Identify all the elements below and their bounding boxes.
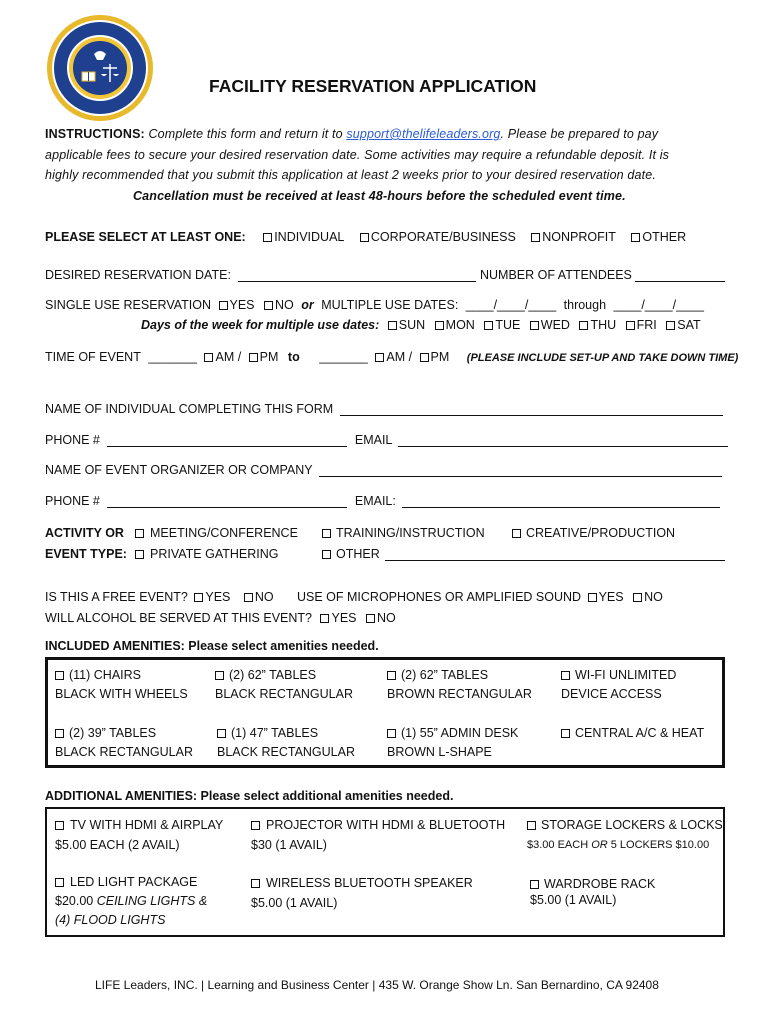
reservation-date-label: DESIRED RESERVATION DATE: (45, 268, 231, 282)
activity-training (322, 526, 485, 540)
admin-desk-line2: BROWN L-SHAPE (387, 745, 492, 759)
checkbox-individual[interactable] (263, 233, 272, 242)
additional-item-projector (251, 815, 505, 855)
led-line2: CEILING LIGHTS & (96, 894, 208, 908)
phone2-label: PHONE # (45, 494, 100, 508)
wardrobe-line2: $5.00 (1 AVAIL) (530, 893, 617, 907)
lockers-price-or: OR (591, 839, 608, 851)
led-line3: (4) FLOOD LIGHTS (55, 913, 166, 927)
multiple-end-date-field[interactable]: ____/____/____ (613, 298, 704, 312)
instructions-text: Complete this form and return it to (148, 127, 343, 141)
led-price: $20.00 (55, 894, 97, 908)
checkbox-led[interactable] (55, 878, 64, 887)
checkbox-free-no[interactable] (244, 593, 253, 602)
included-heading: INCLUDED AMENITIES: Please select amenities needed. (45, 639, 379, 653)
included-item-62-black (215, 666, 353, 704)
organizer-row (45, 463, 722, 477)
checkbox-sun[interactable] (388, 321, 397, 330)
start-time-field[interactable]: _______ (148, 350, 197, 364)
additional-item-speaker (251, 873, 473, 913)
end-time-field[interactable]: _______ (319, 350, 368, 364)
option-individual: INDIVIDUAL (274, 230, 345, 244)
microphones-label: USE OF MICROPHONES OR AMPLIFIED SOUND (297, 590, 582, 604)
setup-note: (PLEASE INCLUDE SET-UP AND TAKE DOWN TIME) (466, 352, 739, 364)
reservation-date-row (45, 268, 476, 282)
additional-item-tv (55, 815, 223, 855)
seal-logo-icon (46, 14, 154, 122)
checkbox-projector[interactable] (251, 821, 260, 830)
lockers-price-a: $3.00 EACH (527, 839, 592, 851)
62-black-line1: (2) 62” TABLES (229, 668, 317, 682)
end-am-label: AM / (386, 350, 413, 364)
alcohol-label: WILL ALCOHOL BE SERVED AT THIS EVENT? (45, 611, 312, 625)
days-label-colon: : (375, 318, 380, 332)
checkbox-mic-yes[interactable] (588, 593, 597, 602)
checkbox-chairs[interactable] (55, 671, 64, 680)
activity-creative (512, 526, 675, 540)
completing-name-field[interactable] (340, 403, 723, 416)
single-no-label: NO (275, 298, 294, 312)
checkbox-admin-desk[interactable] (387, 729, 396, 738)
admin-desk-line1: (1) 55” ADMIN DESK (401, 726, 519, 740)
email2-label: EMAIL: (354, 494, 396, 508)
time-label: TIME OF EVENT (45, 350, 141, 364)
day-sat: SAT (677, 318, 701, 332)
lockers-price-c: 5 LOCKERS $10.00 (607, 839, 710, 851)
checkbox-start-pm[interactable] (249, 353, 258, 362)
included-item-wifi (561, 666, 676, 704)
option-other: OTHER (642, 230, 687, 244)
checkbox-62-black[interactable] (215, 671, 224, 680)
47-black-line2: BLACK RECTANGULAR (217, 745, 355, 759)
projector-line1: PROJECTOR WITH HDMI & BLUETOOTH (266, 818, 506, 832)
attendees-field[interactable] (635, 269, 725, 282)
led-line1: LED LIGHT PACKAGE (70, 875, 198, 889)
wifi-line2: DEVICE ACCESS (561, 687, 662, 701)
additional-heading: ADDITIONAL AMENITIES: Please select additional amenities needed. (45, 789, 454, 803)
single-yes-label: YES (229, 298, 255, 312)
included-item-62-brown (387, 666, 532, 704)
included-item-admin-desk (387, 724, 518, 762)
instructions-line2: applicable fees to secure your desired reservation date. Some activities may require a refundable deposit. It is (45, 148, 670, 162)
or-label: or (301, 298, 314, 312)
microphones-row (297, 590, 663, 604)
wifi-line1: WI-FI UNLIMITED (575, 668, 677, 682)
checkbox-alcohol-no[interactable] (366, 614, 375, 623)
additional-item-led (55, 873, 207, 930)
multiple-start-date-field[interactable]: ____/____/____ (465, 298, 557, 312)
activity-label-1: ACTIVITY OR (45, 526, 124, 540)
47-black-line1: (1) 47” TABLES (231, 726, 319, 740)
option-nonprofit: NONPROFIT (542, 230, 616, 244)
single-use-label: SINGLE USE RESERVATION (45, 298, 212, 312)
checkbox-activity-other[interactable] (322, 550, 331, 559)
checkbox-alcohol-yes[interactable] (320, 614, 329, 623)
activity-other-field[interactable] (385, 548, 725, 561)
checkbox-start-am[interactable] (204, 353, 213, 362)
checkbox-meeting[interactable] (135, 529, 144, 538)
activity-private (135, 547, 279, 561)
chairs-line2: BLACK WITH WHEELS (55, 687, 188, 701)
included-item-39-black (55, 724, 193, 762)
checkbox-single-yes[interactable] (219, 301, 228, 310)
option-corporate: CORPORATE/BUSINESS (370, 230, 516, 244)
ac-heat-line1: CENTRAL A/C & HEAT (575, 726, 705, 740)
checkbox-sat[interactable] (666, 321, 675, 330)
organizer-field[interactable] (319, 464, 722, 477)
phone1-field[interactable] (107, 434, 347, 447)
private-label: PRIVATE GATHERING (150, 547, 279, 561)
customer-type-label: PLEASE SELECT AT LEAST ONE: (45, 230, 246, 244)
free-event-label: IS THIS A FREE EVENT? (45, 590, 188, 604)
customer-type-row (45, 230, 686, 244)
39-black-line1: (2) 39” TABLES (69, 726, 157, 740)
start-pm-label: PM (259, 350, 279, 364)
activity-other (322, 547, 725, 561)
email1-field[interactable] (398, 434, 728, 447)
checkbox-lockers[interactable] (527, 821, 536, 830)
checkbox-nonprofit[interactable] (531, 233, 540, 242)
additional-item-wardrobe (530, 876, 655, 908)
day-mon: MON (445, 318, 475, 332)
email1-label: EMAIL (354, 433, 392, 447)
checkbox-wifi[interactable] (561, 671, 570, 680)
checkbox-thu[interactable] (579, 321, 588, 330)
training-label: TRAINING/INSTRUCTION (336, 526, 485, 540)
free-event-row (45, 590, 274, 604)
speaker-line1: WIRELESS BLUETOOTH SPEAKER (266, 876, 473, 890)
lockers-line1: STORAGE LOCKERS & LOCKS (541, 818, 723, 832)
activity-meeting (135, 526, 298, 540)
checkbox-mic-no[interactable] (633, 593, 642, 602)
alcohol-row (45, 611, 396, 625)
phone2-field[interactable] (107, 495, 347, 508)
phone2-row (45, 494, 720, 508)
39-black-line2: BLACK RECTANGULAR (55, 745, 193, 759)
checkbox-other[interactable] (631, 233, 640, 242)
62-brown-line2: BROWN RECTANGULAR (387, 687, 532, 701)
day-sun: SUN (398, 318, 426, 332)
day-thu: THU (590, 318, 617, 332)
day-wed: WED (540, 318, 570, 332)
days-of-week-row (141, 318, 701, 332)
multiple-use-label: MULTIPLE USE DATES: (321, 298, 459, 312)
single-use-row (45, 298, 704, 312)
checkbox-corporate[interactable] (360, 233, 369, 242)
instructions-label: INSTRUCTIONS: (45, 127, 145, 141)
included-item-47-black (217, 724, 355, 762)
checkbox-private[interactable] (135, 550, 144, 559)
checkbox-47-black[interactable] (217, 729, 226, 738)
start-am-label: AM / (215, 350, 242, 364)
day-tue: TUE (495, 318, 521, 332)
speaker-line2: $5.00 (1 AVAIL) (251, 896, 338, 910)
cancellation-notice: Cancellation must be received at least 48-hours before the scheduled event time. (133, 189, 626, 203)
checkbox-62-brown[interactable] (387, 671, 396, 680)
creative-label: CREATIVE/PRODUCTION (526, 526, 676, 540)
mic-yes-label: YES (598, 590, 624, 604)
reservation-date-field[interactable] (238, 269, 476, 282)
62-brown-line1: (2) 62” TABLES (401, 668, 489, 682)
email2-field[interactable] (402, 495, 720, 508)
chairs-line1: (11) CHAIRS (69, 668, 142, 682)
to-label: to (287, 350, 300, 364)
phone1-label: PHONE # (45, 433, 100, 447)
checkbox-free-yes[interactable] (194, 593, 203, 602)
checkbox-39-black[interactable] (55, 729, 64, 738)
checkbox-end-am[interactable] (375, 353, 384, 362)
day-fri: FRI (636, 318, 657, 332)
included-item-chairs (55, 666, 188, 704)
activity-other-label: OTHER (336, 547, 380, 561)
checkbox-training[interactable] (322, 529, 331, 538)
end-pm-label: PM (430, 350, 450, 364)
lockers-line2 (527, 835, 723, 855)
checkbox-wardrobe[interactable] (530, 880, 539, 889)
free-yes-label: YES (205, 590, 231, 604)
checkbox-tv[interactable] (55, 821, 64, 830)
mic-no-label: NO (644, 590, 663, 604)
tv-line1: TV WITH HDMI & AIRPLAY (70, 818, 224, 832)
wardrobe-line1: WARDROBE RACK (544, 877, 656, 891)
checkbox-speaker[interactable] (251, 879, 260, 888)
free-no-label: NO (254, 590, 274, 604)
alcohol-yes-label: YES (331, 611, 357, 625)
tv-line2: $5.00 EACH (2 AVAIL) (55, 838, 180, 852)
checkbox-creative[interactable] (512, 529, 521, 538)
62-black-line2: BLACK RECTANGULAR (215, 687, 353, 701)
checkbox-ac-heat[interactable] (561, 729, 570, 738)
days-label: Days of the week for multiple use dates (141, 318, 376, 332)
time-row (45, 350, 738, 364)
checkbox-tue[interactable] (484, 321, 493, 330)
checkbox-fri[interactable] (626, 321, 635, 330)
instructions-line1 (45, 124, 658, 145)
alcohol-no-label: NO (376, 611, 396, 625)
checkbox-single-no[interactable] (264, 301, 273, 310)
phone1-row (45, 433, 728, 447)
instructions-line3: highly recommended that you submit this application at least 2 weeks prior to your desired reservation date. (45, 168, 656, 182)
activity-label-2: EVENT TYPE: (45, 547, 127, 561)
organizer-label: NAME OF EVENT ORGANIZER OR COMPANY (45, 463, 313, 477)
checkbox-end-pm[interactable] (420, 353, 429, 362)
projector-line2: $30 (1 AVAIL) (251, 838, 327, 852)
completing-name-row (45, 402, 723, 416)
additional-item-lockers (527, 815, 723, 855)
instructions-text-cont: . Please be prepared to pay (500, 127, 659, 141)
attendees-label: NUMBER OF ATTENDEES (480, 268, 632, 282)
footer-address: LIFE Leaders, INC. | Learning and Business Center | 435 W. Orange Show Ln. San Bernardino, CA 92408 (95, 978, 659, 992)
support-email-link[interactable]: support@thelifeleaders.org (346, 127, 501, 141)
checkbox-wed[interactable] (530, 321, 539, 330)
page-title: FACILITY RESERVATION APPLICATION (209, 76, 537, 96)
completing-name-label: NAME OF INDIVIDUAL COMPLETING THIS FORM (45, 402, 334, 416)
checkbox-mon[interactable] (435, 321, 444, 330)
included-item-ac-heat (561, 724, 704, 743)
attendees-row (480, 268, 725, 282)
meeting-label: MEETING/CONFERENCE (150, 526, 298, 540)
through-label: through (563, 298, 607, 312)
